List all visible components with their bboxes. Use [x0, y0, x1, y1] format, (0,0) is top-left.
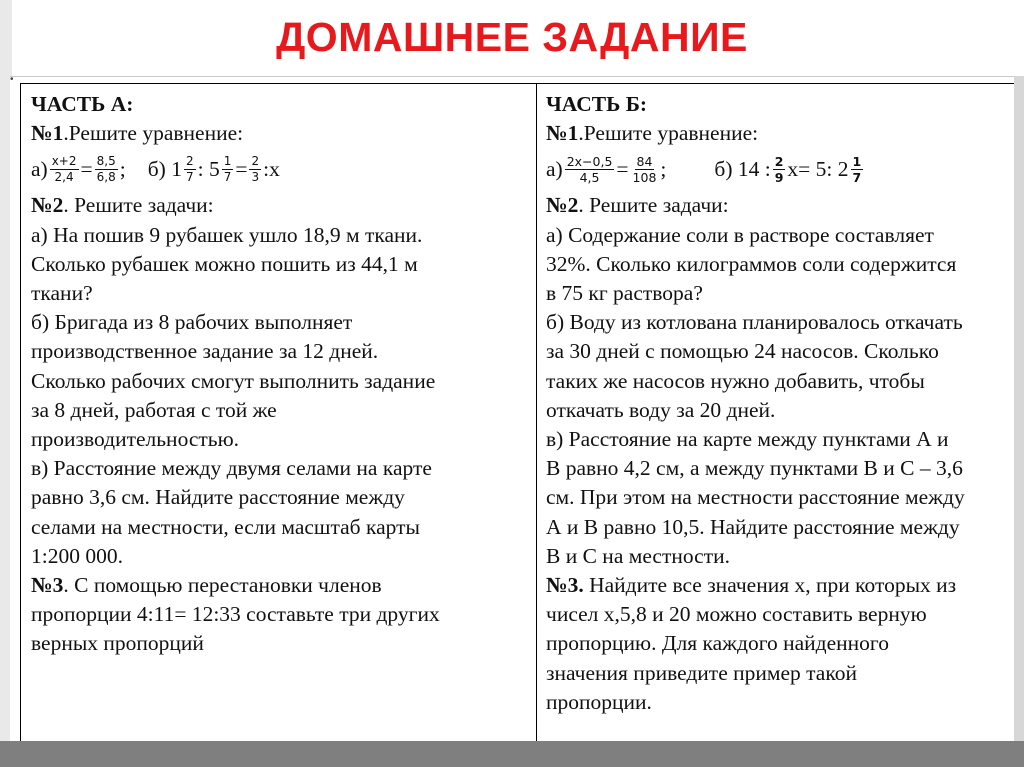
- text-line: откачать воду за 20 дней.: [546, 397, 776, 422]
- text-line: б) Бригада из 8 рабочих выполняет: [31, 310, 353, 335]
- part-b-task2: [546, 191, 1021, 220]
- text-line: пропорции.: [546, 689, 652, 714]
- text-line: ткани?: [31, 281, 93, 306]
- part-a-column: [21, 84, 537, 743]
- slide-right-edge: [1014, 76, 1024, 741]
- part-b-eq-a-rhs-fraction: [631, 154, 659, 185]
- fraction-numerator: 2: [774, 154, 784, 170]
- text-line: значения приведите пример такой: [546, 660, 857, 685]
- fraction-denominator: 9: [774, 170, 784, 186]
- text-line: производственное задание за 12 дней.: [31, 339, 379, 364]
- text-line: в 75 кг раствора?: [546, 281, 703, 306]
- part-b-task1-text: .Решите уравнение:: [578, 121, 759, 146]
- part-a-task2: [31, 191, 536, 220]
- text-line: А и В равно 10,5. Найдите расстояние между: [546, 514, 960, 539]
- fraction-denominator: 7: [852, 170, 862, 186]
- homework-table: [20, 83, 1021, 743]
- part-a-eq-a-label: а): [31, 157, 48, 182]
- part-b-eq-b-fraction-1: [773, 154, 786, 185]
- part-b-eq-a-lhs-fraction: [565, 154, 615, 185]
- part-a-task1-text: .Решите уравнение:: [63, 121, 244, 146]
- part-b-task3: [546, 571, 1021, 600]
- part-a-eq-b-fraction-3: [249, 154, 261, 185]
- fraction-numerator: 2: [251, 154, 260, 169]
- part-b-equations: [546, 148, 1021, 191]
- part-a-task3-text: . С помощью перестановки членов: [63, 573, 382, 598]
- part-b-heading: ЧАСТЬ Б:: [546, 92, 648, 116]
- text-line: б) Воду из котлована планировалось откачать: [546, 310, 963, 335]
- fraction-numerator: 1: [852, 154, 862, 170]
- text-line: за 8 дней, работая с той же: [31, 397, 277, 422]
- text-line: 32%. Сколько килограммов соли содержится: [546, 251, 957, 276]
- text-line: Сколько рабочих смогут выполнить задание: [31, 368, 436, 393]
- part-b-column: [537, 84, 1021, 743]
- text-line: пропорцию. Для каждого найденного: [546, 631, 889, 656]
- text-line: равно 3,6 см. Найдите расстояние между: [31, 485, 405, 510]
- part-a-eq-a-rhs-fraction: [95, 154, 118, 185]
- part-b-task1: [546, 119, 1021, 148]
- document-page: [10, 76, 1014, 742]
- text-line: Сколько рубашек можно пошить из 44,1 м: [31, 251, 418, 276]
- fraction-numerator: 1: [223, 154, 232, 169]
- fraction-denominator: 108: [632, 170, 657, 186]
- part-a-task1: [31, 119, 536, 148]
- part-a-eq-b-end: :x: [263, 157, 280, 182]
- text-line: верных пропорций: [31, 631, 204, 656]
- fraction-denominator: 4,5: [579, 170, 600, 186]
- part-b-eq-b-fraction-2: [851, 154, 864, 185]
- part-b-eq-b-middle: x= 5: 2: [787, 157, 849, 182]
- part-a-eq-a-equals: =: [80, 157, 93, 182]
- slide-title: ДОМАШНЕЕ ЗАДАНИЕ: [276, 14, 748, 60]
- part-b-eq-a-equals: =: [616, 157, 629, 182]
- text-line: пропорции 4:11= 12:33 составьте три других: [31, 602, 440, 627]
- part-a-eq-b-label: б) 1: [147, 157, 182, 182]
- text-line: таких же насосов нужно добавить, чтобы: [546, 368, 925, 393]
- page-corner-mark: •: [10, 74, 14, 85]
- text-line: за 30 дней с помощью 24 насосов. Сколько: [546, 339, 939, 364]
- part-a-eq-b-fraction-2: [222, 154, 234, 185]
- part-a-task1-number: №1: [31, 121, 64, 146]
- text-line: В и С на местности.: [546, 543, 730, 568]
- part-b-task3-number: №3.: [546, 573, 584, 598]
- part-b-eq-a-label: а): [546, 157, 563, 182]
- text-line: в) Расстояние между двумя селами на карте: [31, 456, 432, 481]
- text-line: производительностью.: [31, 427, 240, 452]
- fraction-numerator: 84: [636, 154, 653, 170]
- fraction-denominator: 7: [185, 170, 194, 185]
- fraction-numerator: 2x−0,5: [566, 154, 613, 170]
- slide-bottom-bar: [0, 741, 1024, 767]
- part-a-eq-b-operator-1: : 5: [197, 157, 220, 182]
- part-a-eq-a-end: ;: [119, 157, 126, 182]
- part-a-task2-number: №2: [31, 193, 64, 218]
- text-line: см. При этом на местности расстояние между: [546, 485, 965, 510]
- fraction-denominator: 2,4: [54, 170, 74, 185]
- part-b-task1-number: №1: [546, 121, 579, 146]
- part-b-eq-b-label: б) 14 :: [714, 157, 771, 182]
- text-line: а) Содержание соли в растворе составляет: [546, 222, 934, 247]
- fraction-denominator: 7: [223, 170, 232, 185]
- part-a-task2-text: . Решите задачи:: [63, 193, 214, 218]
- text-line: В равно 4,2 см, а между пунктами В и С – 3,6: [546, 456, 963, 481]
- text-line: 1:200 000.: [31, 543, 123, 568]
- part-a-eq-b-fraction-1: [184, 154, 196, 185]
- fraction-denominator: 6,8: [96, 170, 116, 185]
- part-a-eq-a-lhs-fraction: [50, 154, 79, 185]
- part-a-equations: [31, 148, 536, 191]
- part-a-task3: [31, 571, 536, 600]
- part-b-task2-text: . Решите задачи:: [578, 193, 729, 218]
- text-line: в) Расстояние на карте между пунктами А и: [546, 427, 949, 452]
- part-a-eq-b-operator-2: =: [235, 157, 248, 182]
- part-b-eq-a-end: ;: [660, 157, 667, 182]
- fraction-numerator: 8,5: [96, 154, 116, 169]
- part-b-task2-number: №2: [546, 193, 579, 218]
- fraction-denominator: 3: [251, 170, 260, 185]
- text-line: а) На пошив 9 рубашек ушло 18,9 м ткани.: [31, 222, 423, 247]
- part-b-task3-text: Найдите все значения x, при которых из: [583, 573, 957, 598]
- fraction-numerator: x+2: [51, 154, 77, 169]
- part-a-task3-number: №3: [31, 573, 64, 598]
- part-a-heading: ЧАСТЬ А:: [31, 92, 134, 116]
- fraction-numerator: 2: [185, 154, 194, 169]
- text-line: чисел x,5,8 и 20 можно составить верную: [546, 602, 927, 627]
- text-line: селами на местности, если масштаб карты: [31, 514, 420, 539]
